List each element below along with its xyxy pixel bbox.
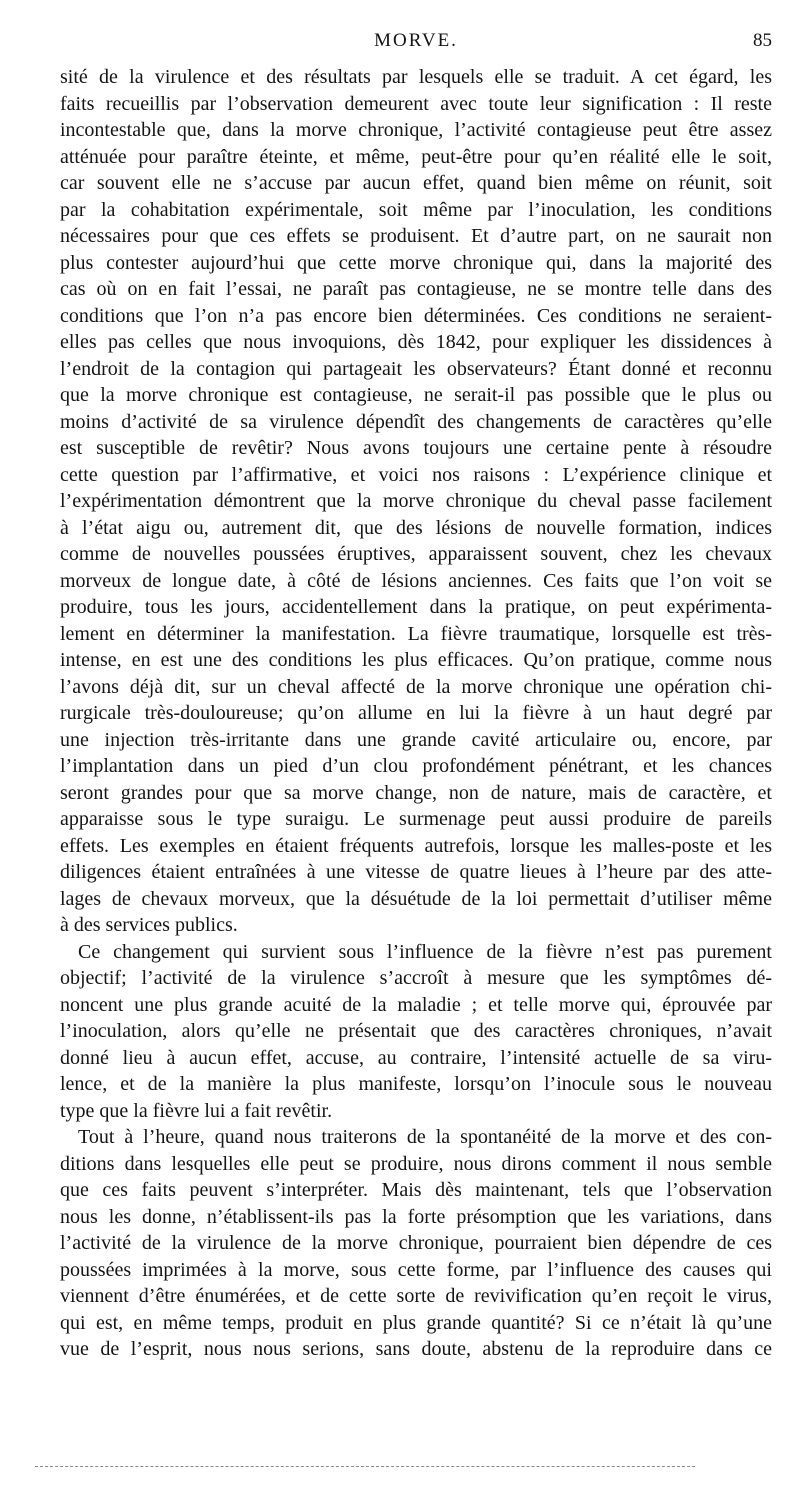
text-line: elles pas celles que nous invoquions, dès 1842, pour expliquer les dissidences à — [60, 331, 772, 353]
text-line: qui est, en même temps, produit en plus grande quantité? Si ce n’était là qu’une — [60, 1311, 772, 1334]
text-line: effets. Les exemples en étaient fréquents autrefois, lorsque les malles-poste et les — [60, 834, 772, 857]
text-line: noncent une plus grande acuité de la maladie ; et telle morve qui, éprouvée par — [60, 993, 772, 1016]
text-line: l’avons déjà dit, sur un cheval affecté de la morve chronique une opération chi- — [60, 675, 772, 698]
text-line: que ces faits peuvent s’interpréter. Mais dès maintenant, tels que l’observation — [60, 1179, 772, 1201]
text-line: l’activité de la virulence de la morve chronique, pourraient bien dépendre de ces — [60, 1232, 772, 1254]
paragraph — [60, 64, 772, 939]
text-line: cette question par l’affirmative, et voici nos raisons : L’expérience clinique et — [60, 463, 772, 486]
text-line: lement en déterminer la manifestation. La fièvre traumatique, lorsquelle est très- — [60, 622, 772, 645]
text-line: Tout à l’heure, quand nous traiterons de la spontanéité de la morve et des con- — [78, 1126, 772, 1148]
text-line: faits recueillis par l’observation demeurent avec toute leur signification : Il reste — [60, 92, 772, 115]
text-line: diligences étaient entraînées à une vitesse de quatre lieues à l’heure par des atte- — [60, 861, 772, 883]
text-line: Ce changement qui survient sous l’influence de la fièvre n’est pas purement — [78, 940, 772, 963]
page-number: 85 — [753, 30, 772, 51]
running-header — [60, 30, 772, 56]
text-line: viennent d’être énumérées, et de cette sorte de revivification qu’en reçoit le virus, — [60, 1285, 772, 1307]
footer-rule — [35, 1466, 695, 1467]
text-line: par la cohabitation expérimentale, soit même par l’inoculation, les conditions — [60, 198, 772, 221]
text-line: morveux de longue date, à côté de lésions anciennes. Ces faits que l’on voit se — [60, 569, 772, 592]
text-line: sité de la virulence et des résultats par lesquels elle se traduit. A cet égard, les — [60, 66, 772, 88]
text-line: à des services publics. — [60, 914, 238, 936]
text-line: l’inoculation, alors qu’elle ne présentait que des caractères chroniques, n’avait — [60, 1020, 772, 1042]
text-line: intense, en est une des conditions les plus efficaces. Qu’on pratique, comme nous — [60, 649, 772, 671]
text-line: produire, tous les jours, accidentellement dans la pratique, on peut expérimenta- — [60, 596, 772, 618]
text-line: type que la fièvre lui a fait revêtir. — [60, 1099, 333, 1122]
text-line: l’expérimentation démontrent que la morve chronique du cheval passe facilement — [60, 490, 772, 512]
text-line: moins d’activité de sa virulence dépendît des changements de caractères qu’elle — [60, 410, 772, 433]
text-line: à l’état aigu ou, autrement dit, que des lésions de nouvelle formation, indices — [60, 516, 772, 539]
text-line: seront grandes pour que sa morve change, non de nature, mais de caractère, et — [60, 781, 772, 804]
text-line: une injection très-irritante dans une grande cavité articulaire ou, encore, par — [60, 728, 772, 751]
text-line: l’endroit de la contagion qui partageait les observateurs? Étant donné et reconnu — [60, 357, 772, 380]
text-line: lages de chevaux morveux, que la désuétude de la loi permettait d’utiliser même — [60, 887, 772, 910]
text-line: plus contester aujourd’hui que cette morve chronique qui, dans la majorité des — [60, 251, 772, 274]
text-line: est susceptible de revêtir? Nous avons toujours une certaine pente à résoudre — [60, 437, 772, 459]
text-line: lence, et de la manière la plus manifeste, lorsqu’on l’inocule sous le nouveau — [60, 1073, 772, 1095]
text-line: poussées imprimées à la morve, sous cette forme, par l’influence des causes qui — [60, 1258, 772, 1281]
text-line: vue de l’esprit, nous nous serions, sans doute, abstenu de la reproduire dans ce — [60, 1338, 772, 1360]
running-title: MORVE. — [374, 30, 458, 51]
body-text — [60, 64, 772, 1363]
text-line: objectif; l’activité de la virulence s’accroît à mesure que les symptômes dé- — [60, 967, 772, 989]
text-line: que la morve chronique est contagieuse, ne serait-il pas possible que le plus ou — [60, 384, 772, 406]
text-line: conditions que l’on n’a pas encore bien déterminées. Ces conditions ne seraient- — [60, 304, 772, 327]
paragraph — [60, 1124, 772, 1363]
text-line: l’implantation dans un pied d’un clou profondément pénétrant, et les chances — [60, 755, 772, 777]
text-line: apparaisse sous le type suraigu. Le surmenage peut aussi produire de pareils — [60, 808, 772, 830]
paragraph — [60, 939, 772, 1125]
text-line: car souvent elle ne s’accuse par aucun effet, quand bien même on réunit, soit — [60, 172, 772, 194]
text-line: cas où on en fait l’essai, ne paraît pas contagieuse, ne se montre telle dans des — [60, 278, 772, 300]
text-line: rurgicale très-douloureuse; qu’on allume en lui la fièvre à un haut degré par — [60, 702, 772, 724]
text-line: nécessaires pour que ces effets se produisent. Et d’autre part, on ne saurait non — [60, 225, 772, 247]
text-line: ditions dans lesquelles elle peut se produire, nous dirons comment il nous semble — [60, 1152, 772, 1175]
text-line: atténuée pour paraître éteinte, et même, peut-être pour qu’en réalité elle le soit, — [60, 145, 772, 168]
text-line: donné lieu à aucun effet, accuse, au contraire, l’intensité actuelle de sa viru- — [60, 1046, 772, 1069]
text-line: comme de nouvelles poussées éruptives, apparaissent souvent, chez les chevaux — [60, 543, 772, 565]
text-line: incontestable que, dans la morve chronique, l’activité contagieuse peut être assez — [60, 119, 772, 141]
text-line: nous les donne, n’établissent-ils pas la forte présomption que les variations, dans — [60, 1205, 772, 1228]
